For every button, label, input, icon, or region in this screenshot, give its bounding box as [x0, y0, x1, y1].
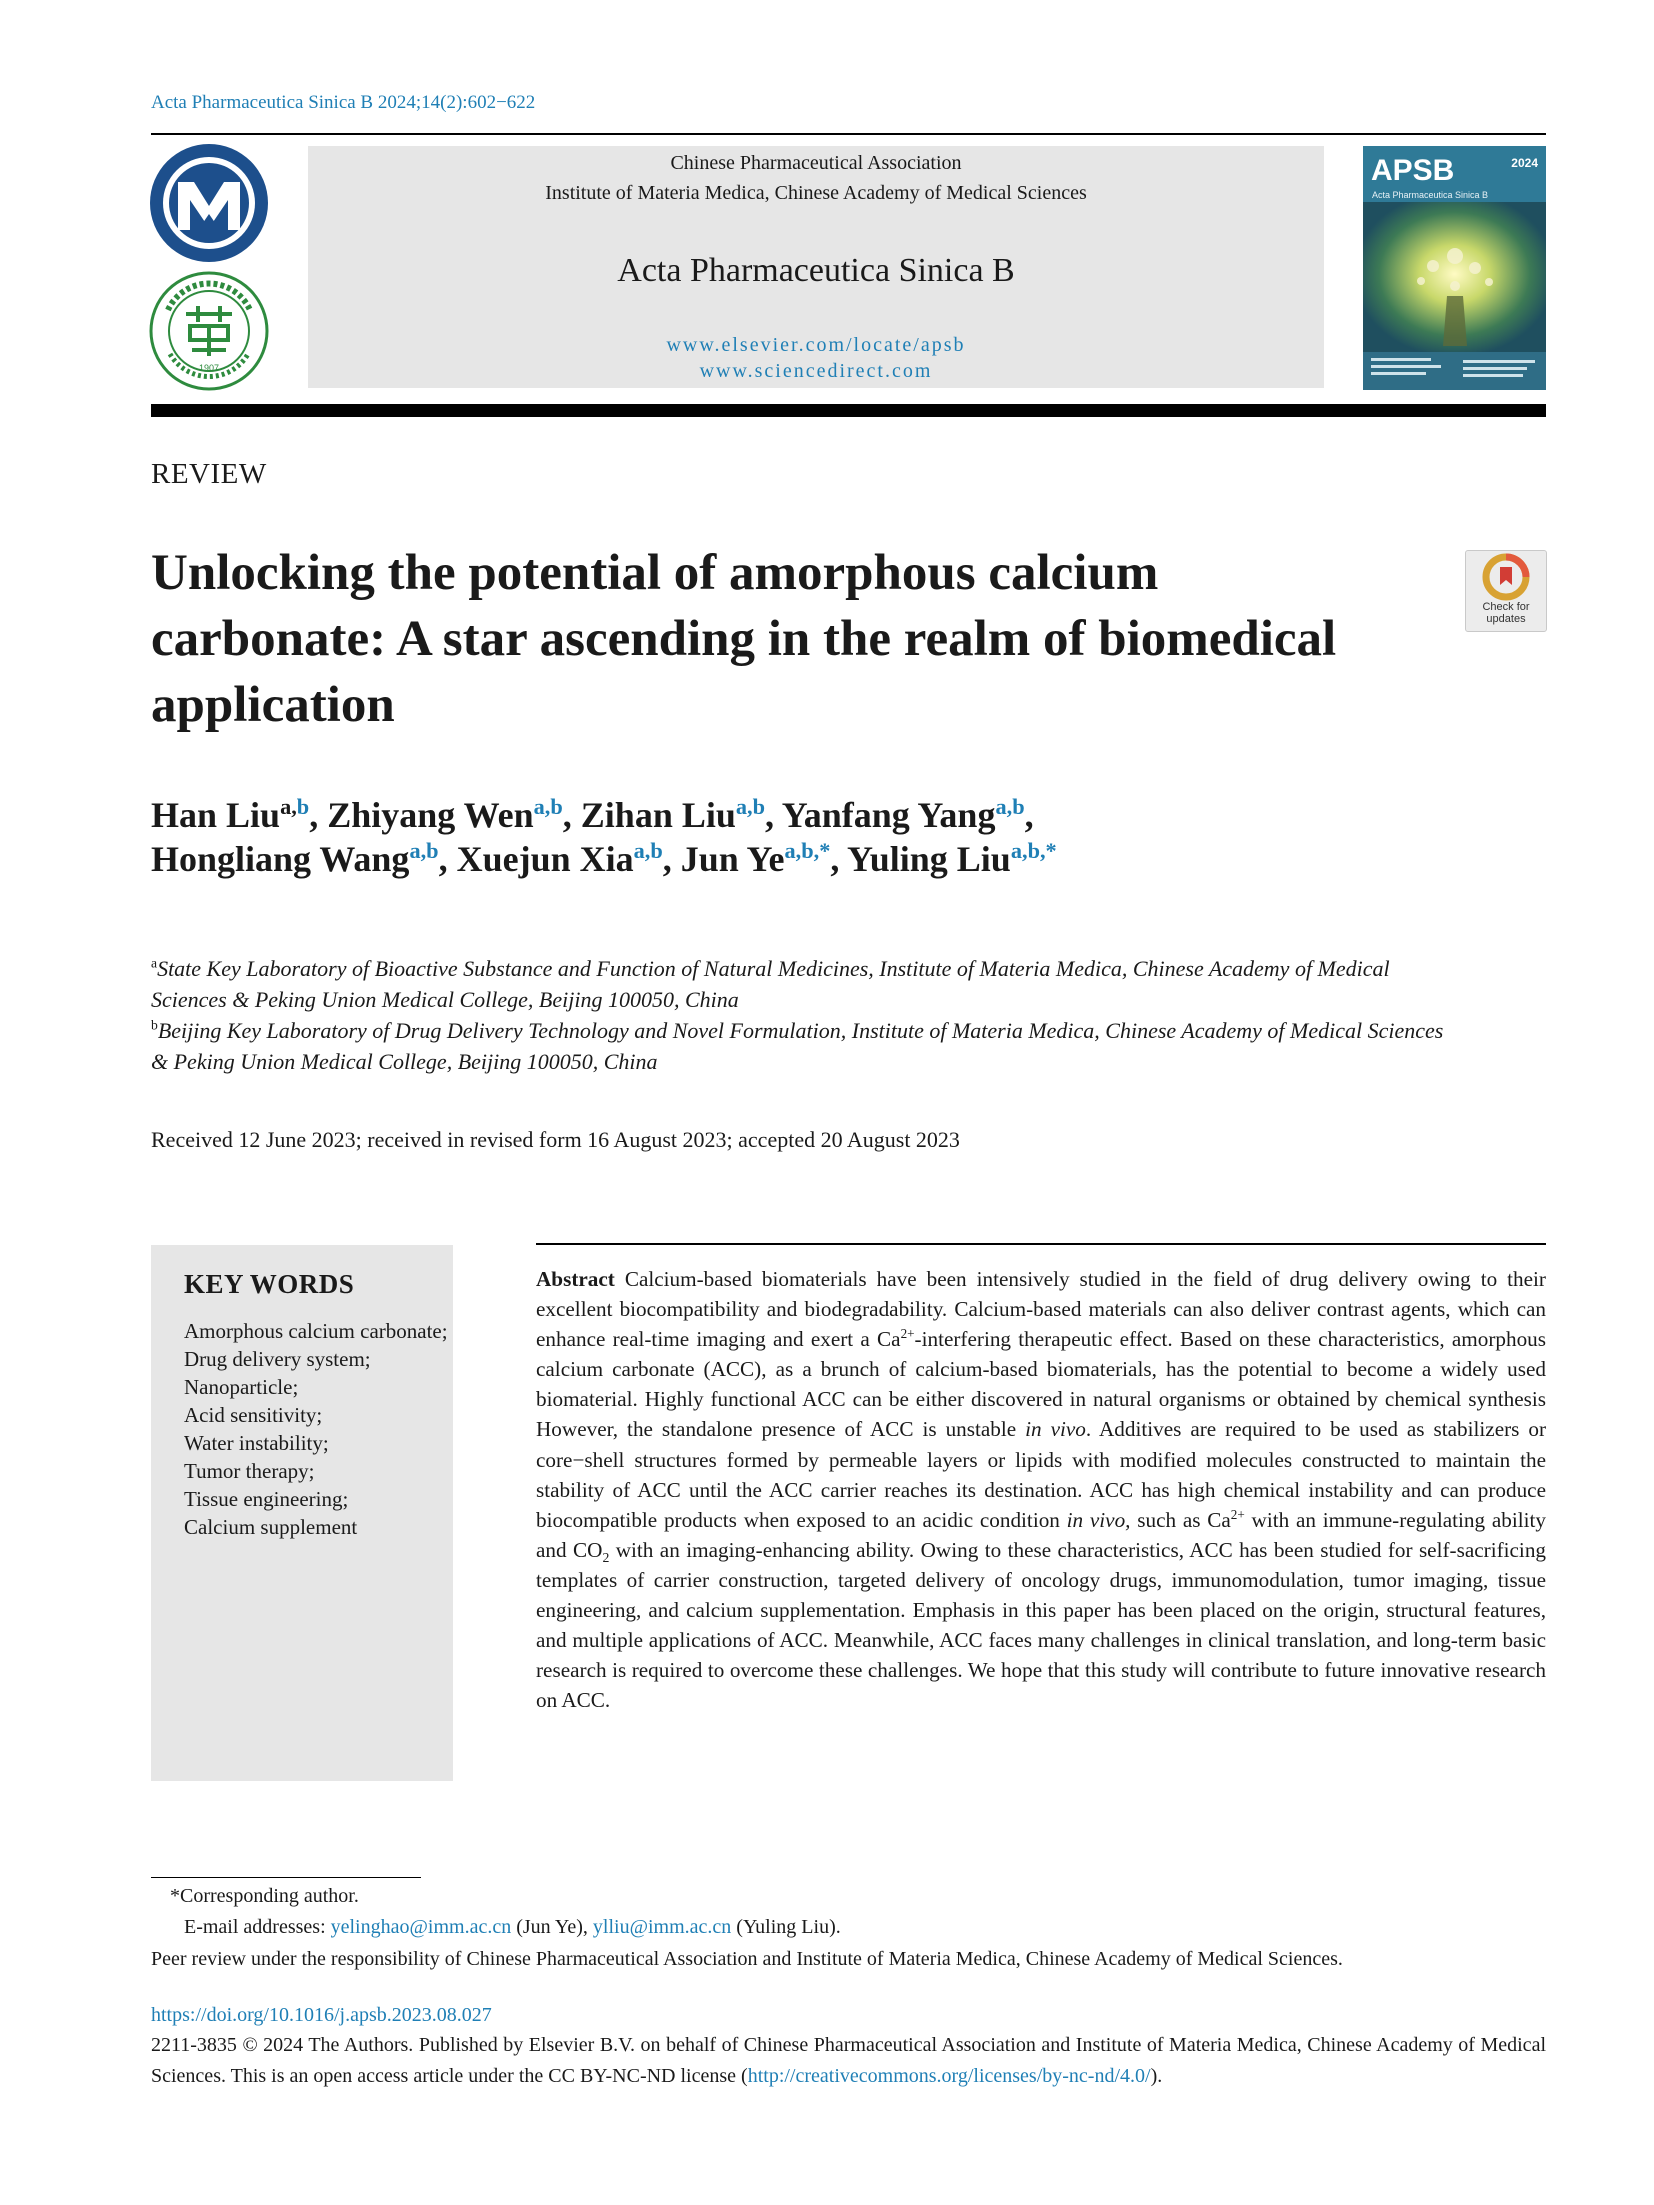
- abstract-text: Abstract Calcium-based biomaterials have been intensively studied in the field of drug delivery owing to their excellent biocompatibility and biodegradability. Calcium-based materials can also deliver contrast agents, which can enhance real-time imaging and exert a $Ca^{2+}$-interfering therapeutic effect. Based on these characteristics, amorphous calcium carbonate (ACC), as a brunch of calcium-based biomaterials, has the potential to become a widely used biomaterial. Highly functional ACC can be either discovered in natural organisms or obtained by chemical synthesis However, the standalone presence of ACC is unstable in vivo. Additives are required to be used as stabilizers or core−shell structures formed by permeable layers or lipids with modified molecules constructed to maintain the stability of ACC until the ACC carrier reaches its destination. ACC has high chemical instability and can produce biocompatible products when exposed to an acidic condition in vivo, such as $Ca^{2+}$ with an immune-regulating ability and $CO_2$ with an imaging-enhancing ability. Owing to these characteristics, ACC has been studied for self-sacrificing templates of carrier construction, targeted delivery of oncology drugs, immunomodulation, tumor imaging, tissue engineering, and calcium supplementation. Emphasis in this paper has been placed on the origin, structural features, and multiple applications of ACC. Meanwhile, ACC faces many challenges in clinical translation, and long-term basic research is required to overcome these challenges. We hope that this study will contribute to future innovative research on ACC.: [536, 1267, 1547, 1713]
- keyword: Tumor therapy;: [184, 1459, 315, 1483]
- society-logo: [148, 142, 270, 264]
- author-name: Yanfang Yang: [781, 795, 996, 835]
- org-line-2: Institute of Materia Medica, Chinese Academy of Medical Sciences: [545, 182, 1087, 204]
- author-sup[interactable]: a,b,*: [784, 838, 831, 863]
- license-link[interactable]: http://creativecommons.org/licenses/by-nc-nd/4.0/: [747, 2065, 1151, 2087]
- cover-subtitle: Acta Pharmaceutica Sinica B: [1372, 190, 1489, 200]
- author-name: Jun Ye: [680, 839, 785, 879]
- author-sup[interactable]: a,b: [409, 838, 439, 863]
- affiliation: $^b$Beijing Key Laboratory of Drug Delivery Technology and Novel Formulation, Institute of Materia Medica, Chinese Academy of Medical Sciences & Peking Union Medical College, Beijing 100050, China: [151, 1017, 1444, 1074]
- doi-link[interactable]: https://doi.org/10.1016/j.apsb.2023.08.027: [151, 2004, 492, 2026]
- email-link[interactable]: yelinghao@imm.ac.cn: [330, 1916, 512, 1938]
- journal-reference[interactable]: Acta Pharmaceutica Sinica B 2024;14(2):602−622: [151, 92, 536, 113]
- peer-review-note: Peer review under the responsibility of Chinese Pharmaceutical Association and Institute of Materia Medica, Chinese Academy of Medical Sciences.: [151, 1948, 1343, 1970]
- author-sup[interactable]: a,b: [633, 838, 663, 863]
- cover-year: 2024: [1511, 156, 1538, 170]
- author-name: Han Liu: [151, 795, 281, 835]
- keyword: Drug delivery system;: [184, 1347, 371, 1371]
- top-rule: [151, 133, 1546, 135]
- journal-name: Acta Pharmaceutica Sinica B: [617, 252, 1015, 289]
- keyword: Nanoparticle;: [184, 1375, 299, 1399]
- affiliation: $^a$State Key Laboratory of Bioactive Substance and Function of Natural Medicines, Institute of Materia Medica, Chinese Academy of Medical Sciences & Peking Union Medical College, Beijing 100050, China: [151, 955, 1390, 1012]
- footnote-rule: [151, 1877, 421, 1878]
- author-name: Zhiyang Wen: [327, 795, 534, 835]
- keyword: Tissue engineering;: [184, 1487, 349, 1511]
- author-sup[interactable]: a,b,*: [1010, 838, 1057, 863]
- copyright-notice: 2211-3835 © 2024 The Authors. Published by Elsevier B.V. on behalf of Chinese Pharmaceutical Association and Institute of Materia Medica, Chinese Academy of Medical Sciences. This is an open access article under the CC BY-NC-ND license (http://creativecommons.org/licenses/by-nc-nd/4.0/).: [151, 2034, 1546, 2087]
- header-thick-rule: [151, 404, 1546, 417]
- masthead: [308, 146, 1324, 388]
- author-sup[interactable]: a,b: [533, 794, 563, 819]
- keyword: Calcium supplement: [184, 1515, 358, 1539]
- check-for-updates-button[interactable]: [1465, 550, 1547, 632]
- keyword: Acid sensitivity;: [184, 1403, 323, 1427]
- cpa-logo-year: 1907: [198, 363, 220, 373]
- keyword: Amorphous calcium carbonate;: [184, 1319, 448, 1343]
- affiliations: [151, 953, 1451, 1077]
- author-name: Hongliang Wang: [151, 839, 410, 879]
- keywords-heading: KEY WORDS: [184, 1269, 355, 1299]
- article-type: REVIEW: [151, 458, 267, 490]
- org-line-1: Chinese Pharmaceutical Association: [670, 152, 962, 174]
- abstract-label: Abstract: [536, 1267, 615, 1291]
- check-updates-label: Check for updates: [1482, 601, 1530, 625]
- cover-title: APSB: [1371, 154, 1455, 187]
- author-name: Zihan Liu: [580, 795, 736, 835]
- check-updates-icon: [1466, 551, 1546, 601]
- email-addresses: E-mail addresses: yelinghao@imm.ac.cn (Jun Ye), ylliu@imm.ac.cn (Yuling Liu).: [184, 1916, 841, 1938]
- author-name: Xuejun Xia: [456, 839, 634, 879]
- author-sup[interactable]: a,b: [735, 794, 766, 819]
- keywords-list: [184, 1317, 448, 1541]
- abstract-rule: [536, 1243, 1546, 1245]
- author-sup[interactable]: a,b: [995, 794, 1025, 819]
- author-name: Yuling Liu: [847, 839, 1011, 879]
- elsevier-url-link[interactable]: www.elsevier.com/locate/apsb: [666, 334, 966, 356]
- email-link[interactable]: ylliu@imm.ac.cn: [592, 1916, 732, 1938]
- journal-cover-image[interactable]: [1363, 146, 1546, 390]
- sciencedirect-url-link[interactable]: www.sciencedirect.com: [699, 360, 933, 382]
- article-title: Unlocking the potential of amorphous calcium carbonate: A star ascending in the realm of biomedical application: [151, 545, 1337, 733]
- article-dates: Received 12 June 2023; received in revised form 16 August 2023; accepted 20 August 2023: [151, 1127, 960, 1152]
- author-list: Han Liu$^{a,b}$, Zhiyang Wen$^{a,b}$, Zihan Liu$^{a,b}$, Yanfang Yang$^{a,b}$, Hongliang Wang$^{a,b}$, Xuejun Xia$^{a,b}$, Jun $Ye^{a,b,*}$, Yuling Liu$^{a,b,*}$: [151, 794, 1057, 879]
- keyword: Water instability;: [184, 1431, 329, 1455]
- author-sup: a,b: [280, 794, 310, 819]
- cpa-logo: [148, 270, 270, 392]
- keywords-box: [151, 1245, 453, 1781]
- corresponding-author-note: *Corresponding author.: [170, 1885, 359, 1907]
